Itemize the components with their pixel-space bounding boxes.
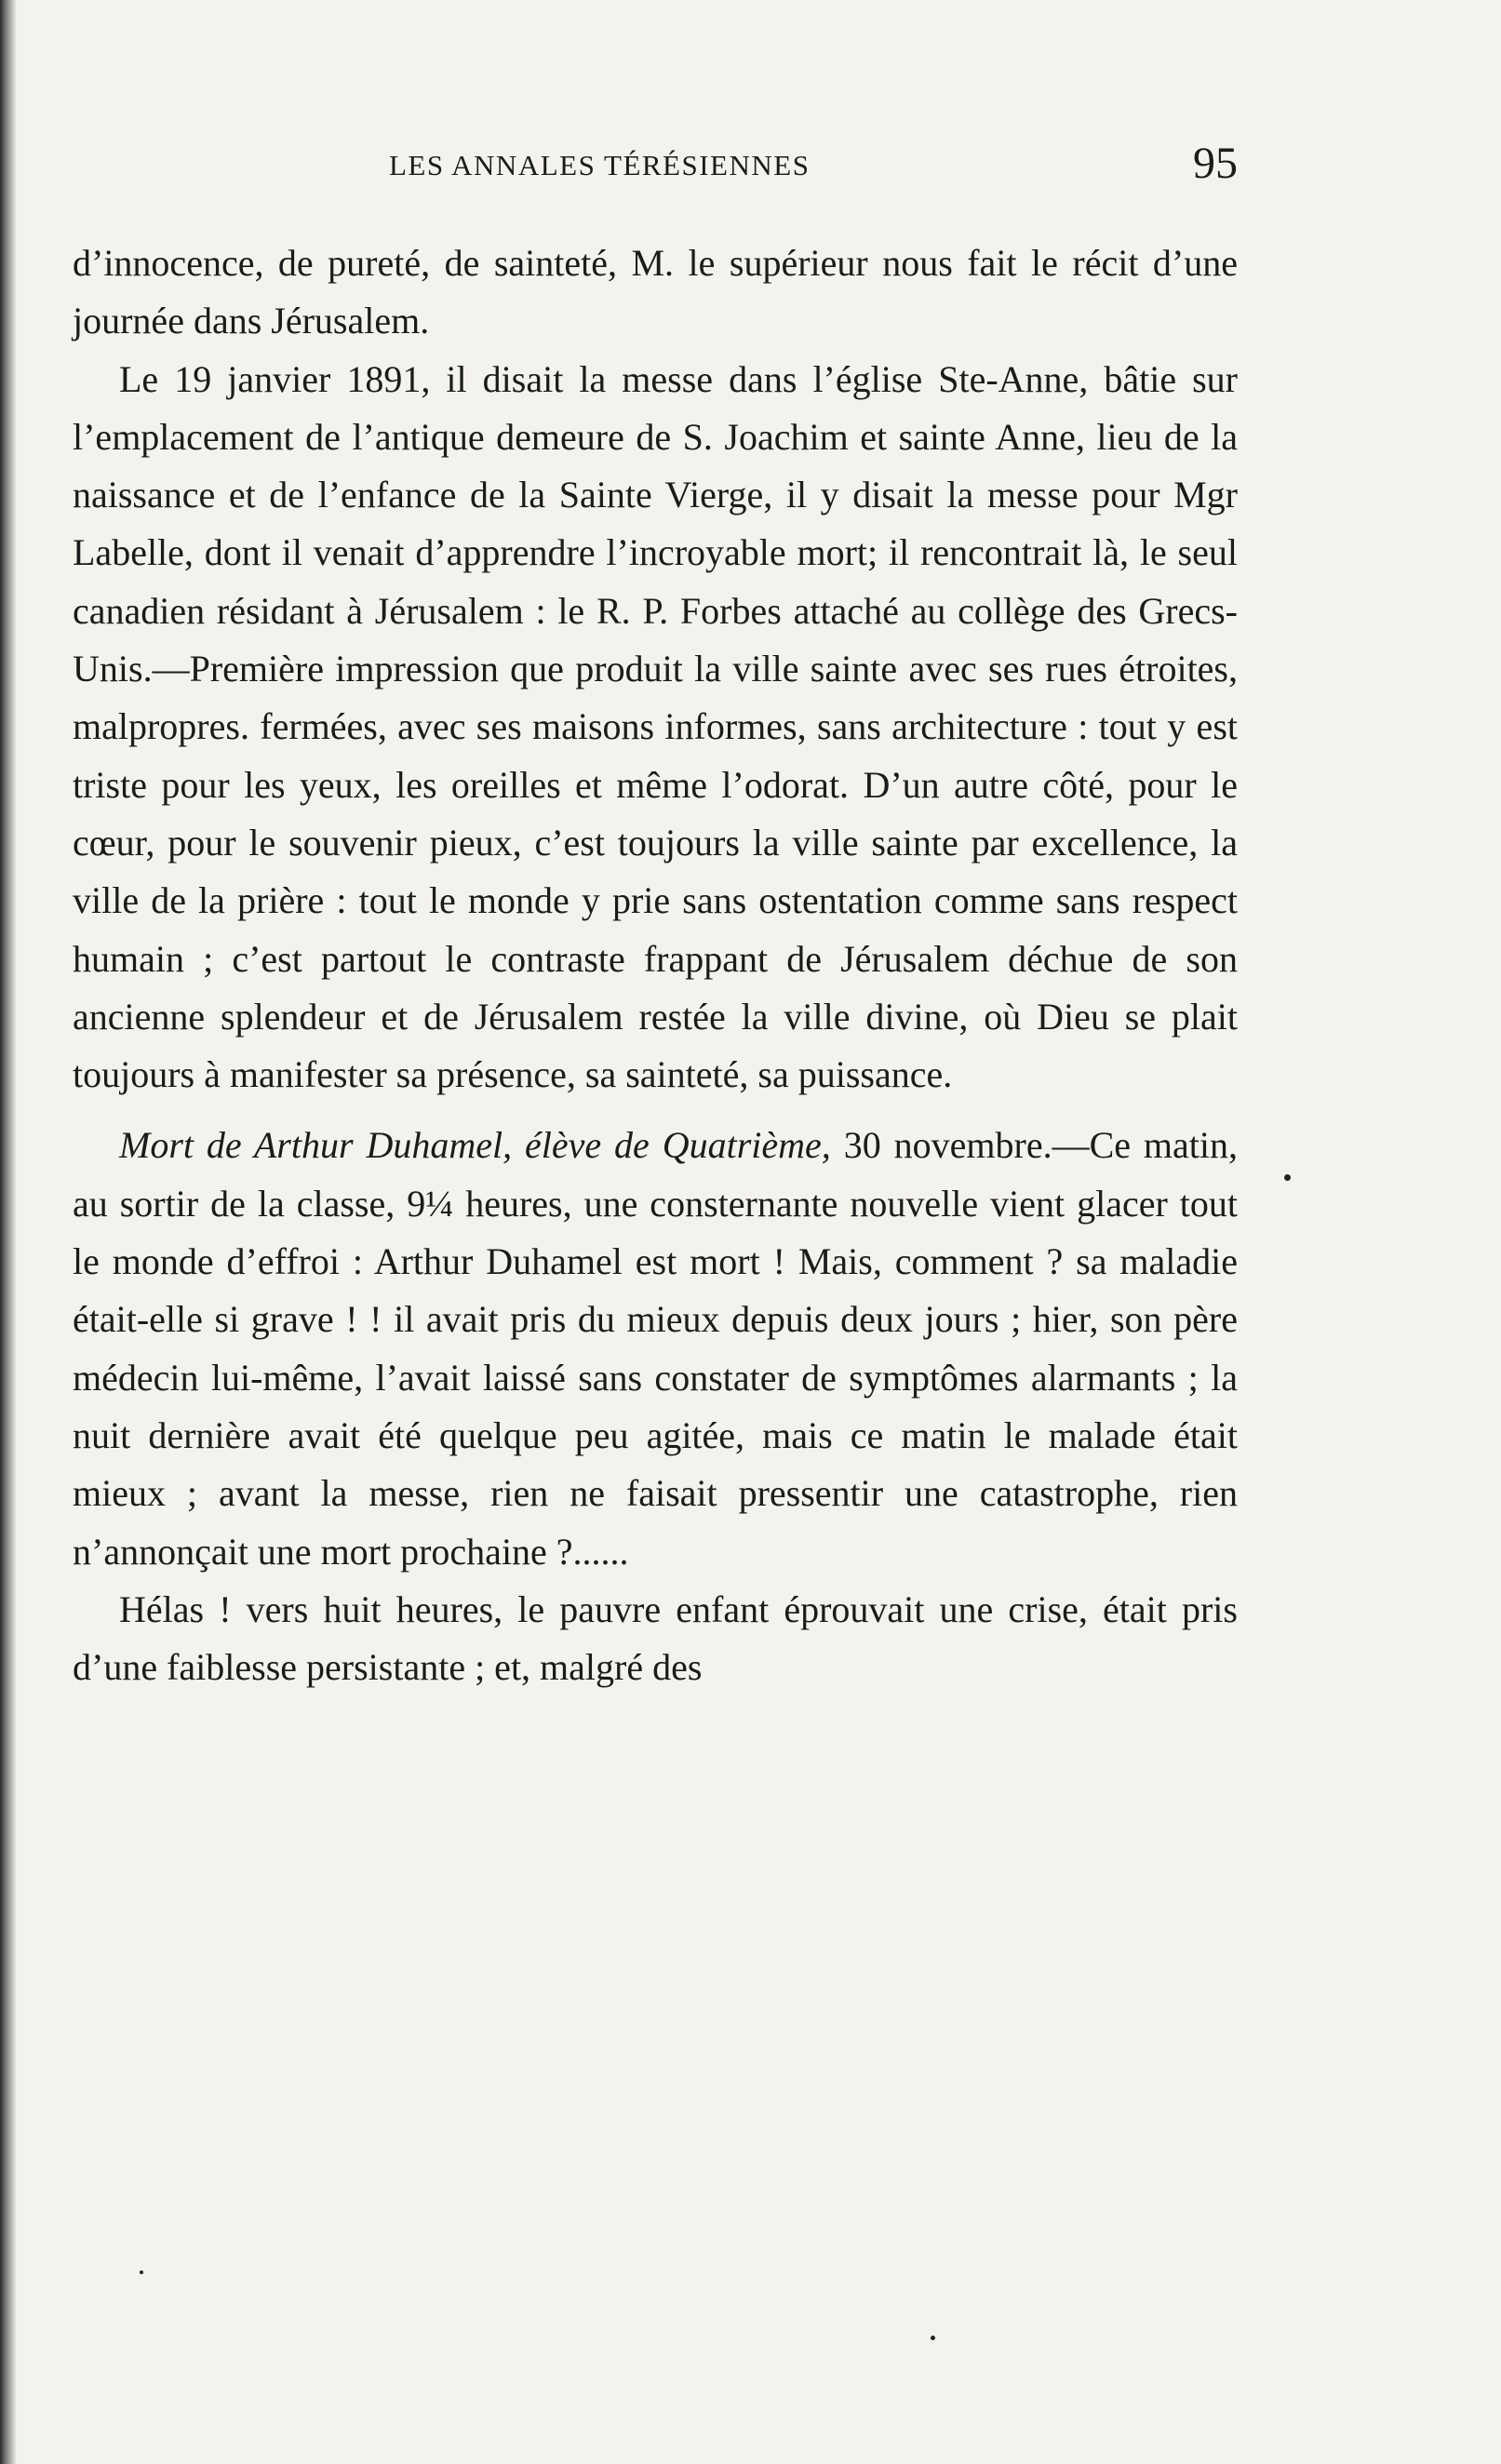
ink-speck (140, 2270, 143, 2274)
body-text (73, 234, 1238, 1696)
page-header (73, 138, 1238, 194)
page-number: 95 (1193, 139, 1238, 188)
running-head: LES ANNALES TÉRÉSIENNES (389, 149, 811, 181)
page-spine-shadow (0, 0, 17, 2464)
ink-speck (931, 2336, 935, 2340)
section-heading: Mort de Arthur Duhamel, élève de Quatrième, (119, 1124, 831, 1167)
paragraph-4: Hélas ! vers huit heures, le pauvre enfant éprouvait une crise, était pris d’une faiblesse persistante ; et, malgré des (73, 1587, 1238, 1689)
paragraph-3 (73, 1117, 1238, 1580)
paragraph-2: Le 19 janvier 1891, il disait la messe dans l’église Ste-Anne, bâtie sur l’emplacement de l’antique demeure de S. Joachim et sainte Anne, lieu de la naissance et de l’enfance de la Sainte Vierge, il y disait la messe pour Mgr Labelle, dont il venait d’apprendre l’incroyable mort; il rencontrait là, le seul canadien résidant à Jérusalem : le R. P. Forbes attaché au collège des Grecs-Unis.—Première impression que produit la ville sainte avec ses rues étroites, malpropres. fermées, avec ses maisons informes, sans architecture : tout y est triste pour les yeux, les oreilles et même l’odorat. D’un autre côté, pour le cœur, pour le souvenir pieux, c’est toujours la ville sainte par excellence, la ville de la prière : tout le monde y prie sans ostentation comme sans respect humain ; c’est partout le contraste frappant de Jérusalem déchue de son ancienne splendeur et de Jérusalem restée la ville divine, où Dieu se plait toujours à manifester sa présence, sa sainteté, sa puissance. (73, 357, 1238, 1096)
paragraph-1: d’innocence, de pureté, de sainteté, M. le supérieur nous fait le récit d’une journée dans Jérusalem. (73, 242, 1238, 342)
paragraph-3-text: 30 novembre.—Ce matin, au sortir de la classe, 9¼ heures, une consternante nouvelle vient glacer tout le monde d’effroi : Arthur Duhamel est mort ! Mais, comment ? sa maladie était-elle si grave ! ! il avait pris du mieux depuis deux jours ; hier, son père médecin lui-même, l’avait laissé sans constater de symptômes alarmants ; la nuit dernière avait été quelque peu agitée, mais ce matin le malade était mieux ; avant la messe, rien ne faisait pressentir une catastrophe, rien n’annonçait une mort prochaine ?...... (73, 1124, 1239, 1573)
ink-speck (1284, 1174, 1291, 1181)
